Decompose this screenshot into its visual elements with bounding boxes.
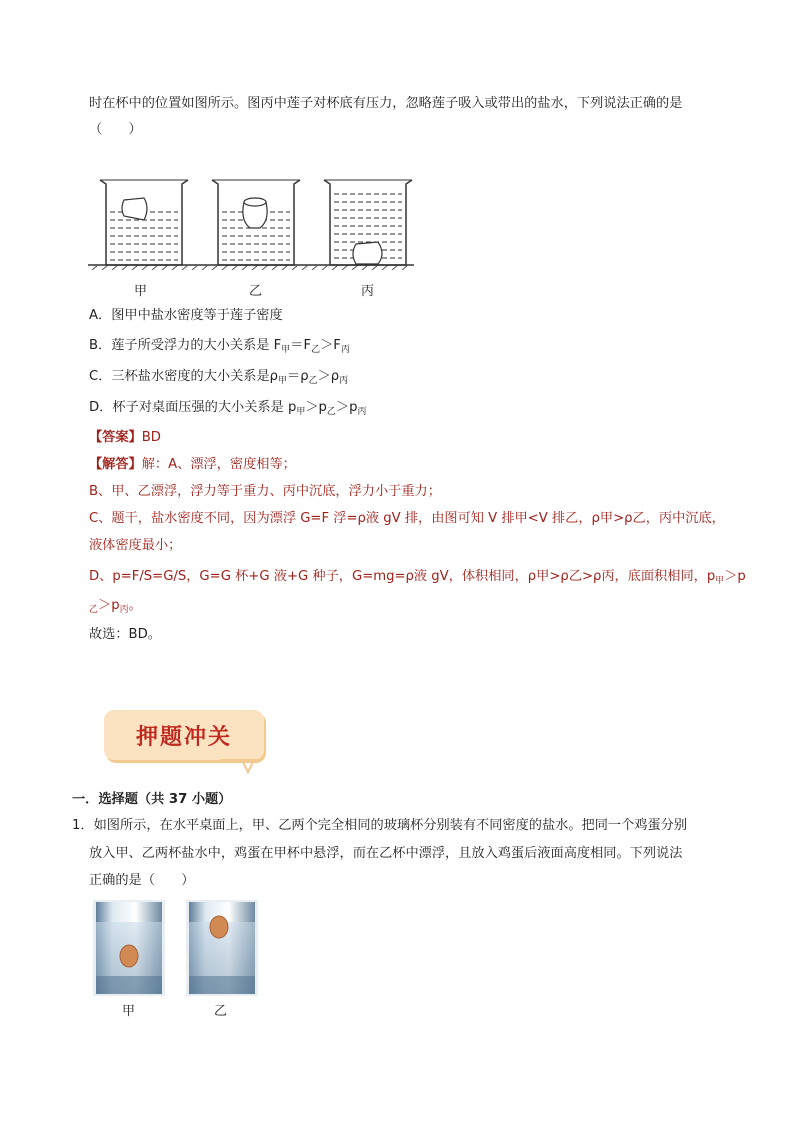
analysis-conclusion: 故选：BD。 — [89, 627, 161, 642]
egg-jia — [120, 945, 138, 967]
section-banner — [104, 710, 264, 760]
answer-tag: 【答案】 — [89, 430, 142, 445]
banner-tail — [220, 758, 270, 778]
glasses-figure — [90, 898, 270, 998]
lotus-seed-bing — [353, 242, 382, 264]
lotus-seed-jia — [122, 198, 147, 220]
option-b: B．莲子所受浮力的大小关系是 $F_甲=F_乙>F_丙$ — [89, 338, 350, 355]
answer-line — [89, 428, 161, 448]
analysis-line-2: B、甲、乙漂浮，浮力等于重力、丙中沉底，浮力小于重力； — [89, 484, 441, 499]
analysis-line-5: D、p=F/S=G/S，G=G 杯+G 液+G 种子，G=mg=ρ液 gV，体积相同，ρ甲>ρ乙>ρ丙，底面积相同，$p_甲>p$ — [89, 569, 746, 586]
analysis-line-4: 液体密度最小； — [89, 538, 182, 553]
analysis-line-6: $_乙>p_丙$。 — [89, 598, 142, 615]
banner-title: 押题冲关 — [135, 725, 232, 750]
option-d: D．杯子对桌面压强的大小关系是 $p_甲>p_乙>p_丙$ — [89, 400, 367, 417]
intro-line-2: （ ） — [89, 122, 142, 137]
beakers-figure — [88, 170, 418, 270]
egg-yi — [210, 916, 228, 938]
section-heading: 一．选择题（共 37 小题） — [72, 792, 232, 807]
option-a: A．图甲中盐水密度等于莲子密度 — [89, 308, 283, 323]
figure1-label-yi: 乙 — [249, 284, 263, 299]
q1-line-3: 正确的是（ ） — [89, 873, 195, 888]
figure1-label-jia: 甲 — [134, 284, 148, 299]
intro-line-1: 时在杯中的位置如图所示。图丙中莲子对杯底有压力，忽略莲子吸入或带出的盐水，下列说法正确的是 — [89, 96, 683, 111]
answer-value: BD — [141, 430, 161, 445]
figure2-label-jia: 甲 — [122, 1004, 136, 1019]
q1-line-1: 1．如图所示，在水平桌面上，甲、乙两个完全相同的玻璃杯分别装有不同密度的盐水。把同一个鸡蛋分别 — [72, 818, 688, 833]
figure1-label-bing: 丙 — [361, 284, 375, 299]
option-c: C．三杯盐水密度的大小关系是$\rho_甲=\rho_乙>\rho_丙$ — [89, 369, 349, 386]
figure2-label-yi: 乙 — [214, 1004, 228, 1019]
glass-jia — [93, 900, 165, 996]
q1-line-2: 放入甲、乙两杯盐水中，鸡蛋在甲杯中悬浮，而在乙杯中漂浮，且放入鸡蛋后液面高度相同。下列说法 — [89, 846, 683, 861]
analysis-line-3: C、题干，盐水密度不同，因为漂浮 G=F 浮=ρ液 gV 排，由图可知 V 排甲<V 排乙，ρ甲>ρ乙，丙中沉底， — [89, 511, 725, 526]
glass-yi — [186, 900, 258, 996]
analysis-line-1: 【解答】解：A、漂浮，密度相等； — [89, 457, 296, 472]
